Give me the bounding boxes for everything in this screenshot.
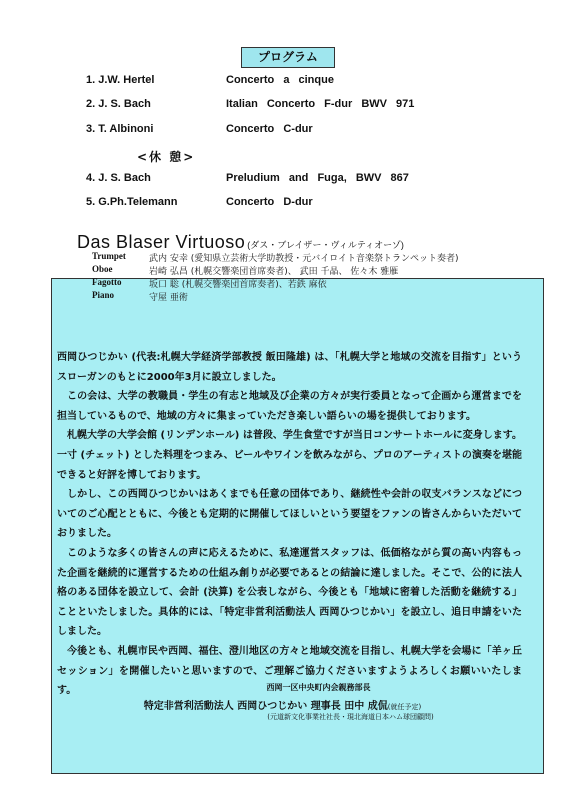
member-names: 守屋 亜術 — [149, 293, 188, 303]
composer: 4. J. S. Bach — [86, 172, 151, 184]
work-title: Preludium and Fuga, BWV 867 — [226, 172, 409, 184]
signature-name — [0, 697, 565, 712]
body-text — [57, 348, 522, 701]
body-paragraph: しかし、この西岡ひつじかいはあくまでも任意の団体であり、継続性や会計の収支バランスなどについてのご心配とともに、今後とも定期的に開催してほしいという要望をファンの皆さんからいただいておりました。 — [57, 489, 522, 540]
member-names: 武内 安幸 (愛知県立芸術大学助教授・元バイロイト音楽祭トランペット奏者) — [149, 254, 459, 264]
work-title: Italian Concerto F-dur BWV 971 — [226, 98, 415, 110]
member-names: 岩崎 弘昌 (札幌交響楽団首席奏者)、 武田 千晶、 佐々木 雅雁 — [149, 267, 399, 277]
instrument-label: Piano — [92, 290, 115, 300]
body-paragraph: 札幌大学の大学会館 (リンデンホール) は普段、学生食堂ですが当日コンサートホールに変身します。一寸 (チェット) とした料理をつまみ、ビールやワインを飲みながら、プロのアーティストの演奏を堪能できると好評を博しております。 — [57, 430, 522, 481]
composer: 3. T. Albinoni — [86, 123, 154, 135]
intermission-label: <休 憩> — [137, 150, 196, 164]
ensemble-name-kana: (ダス・ブレイザー・ヴィルティオーゾ) — [247, 240, 404, 250]
instrument-label: Oboe — [92, 264, 113, 274]
body-paragraph: このような多くの皆さんの声に応えるために、私達運営スタッフは、低価格ながら質の高い内容もった企画を継続的に運営するための仕組み創りが必要であるとの結論に達しました。そこで、公的に法人格のある団体を設立して、会計 (決算) を公表しながら、今後とも「地域に密着した活動を継続する」ことといたしました。具体的には、「特定非営利活動法人 西岡ひつじかい」を設立し、追日申請をいたしました。 — [57, 547, 522, 638]
signature-affiliation: (元道新文化事業社社長・現北海道日本ハム球団顧問) — [267, 713, 434, 721]
instrument-label: Trumpet — [92, 251, 126, 261]
work-title: Concerto C-dur — [226, 123, 313, 135]
body-paragraph: 今後とも、札幌市民や西岡、福住、澄川地区の方々と地域交流を目指し、札幌大学を会場に「羊ヶ丘セッション」を開催したいと思いますので、ご理解ご協力くださいますようよろしくお願いいたします。 — [57, 645, 522, 697]
composer: 5. G.Ph.Telemann — [86, 196, 178, 208]
instrument-label: Fagotto — [92, 277, 122, 287]
body-paragraph: この会は、大学の教職員・学生の有志と地域及び企業の方々が実行委員となって企画から運営までを担当しているもので、地域の方々に集まっていただき楽しい語らいの場を提供しております。 — [57, 391, 522, 422]
ensemble-name: Das Blaser Virtuoso — [77, 232, 246, 252]
signature-position: 西岡一区中央町内会親務部長 — [266, 683, 371, 692]
work-title: Concerto D-dur — [226, 196, 313, 208]
signature-note: (就任予定) — [387, 703, 422, 711]
member-names: 坂口 聡 (札幌交響楽団首席奏者)、若鉄 麻依 — [149, 280, 327, 290]
ensemble-title — [77, 232, 404, 253]
body-paragraph: 西岡ひつじかい (代表:札幌大学経済学部教授 飯田隆雄) は、「札幌大学と地域の交流を目指す」というスローガンのもとに2000年3月に設立しました。 — [57, 352, 522, 383]
signature-name-text: 特定非営利活動法人 西岡ひつじかい 理事長 田中 成侃 — [143, 701, 388, 712]
program-title: プログラム — [241, 47, 335, 68]
work-title: Concerto a cinque — [226, 74, 334, 86]
composer: 2. J. S. Bach — [86, 98, 151, 110]
composer: 1. J.W. Hertel — [86, 74, 155, 86]
